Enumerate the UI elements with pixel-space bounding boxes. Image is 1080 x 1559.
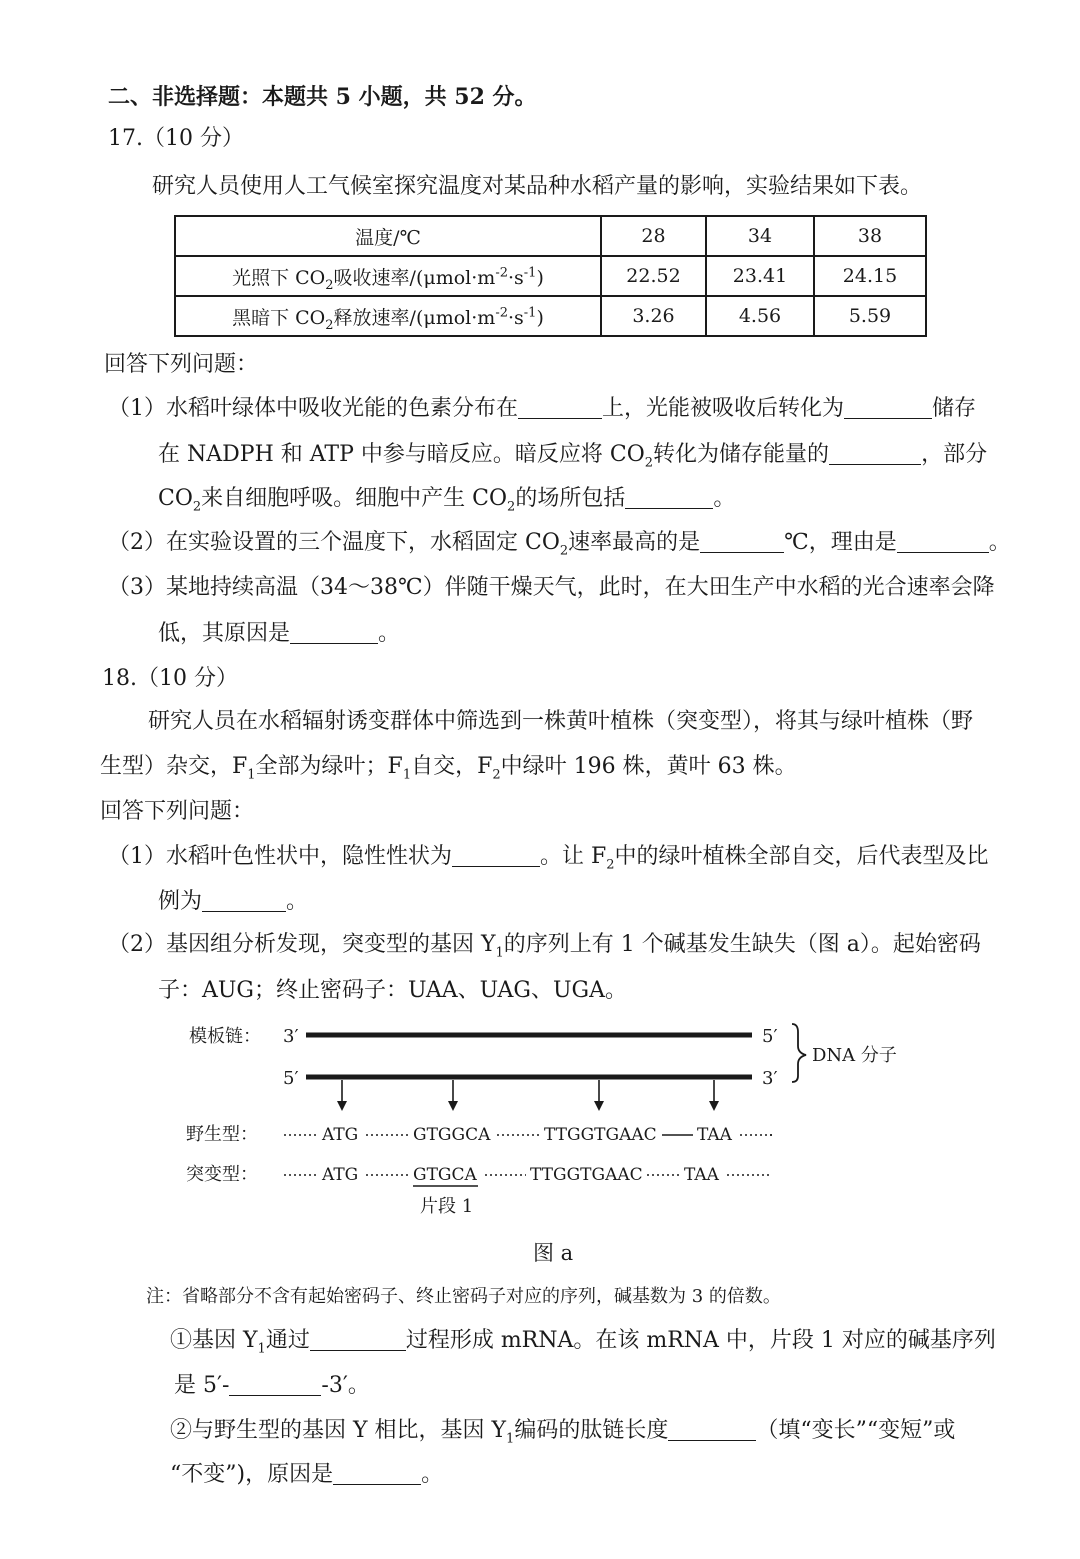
mutant-sequence-codon: TAA	[684, 1165, 719, 1185]
q18-intro-line1: 研究人员在水稻辐射诱变群体中筛选到一株黄叶植株（突变型），将其与绿叶植株（野	[148, 709, 974, 734]
q18-answer-prompt: 回答下列问题：	[100, 799, 255, 824]
answer-blank[interactable]	[333, 1462, 421, 1485]
q17-part3-line2: 低，其原因是 。	[158, 621, 401, 646]
table-cell: 24.15	[814, 256, 926, 296]
arrow-icon	[594, 1080, 604, 1111]
table-cell: 5.59	[814, 296, 926, 336]
strand-end-label: 3′	[762, 1068, 778, 1089]
q17-part1-line3: $CO_2$来自细胞呼吸。细胞中产生 $CO_2$的场所包括 。	[158, 486, 736, 515]
q18-intro-line2: 生型）杂交，$F_1$全部为绿叶；$F_1$自交，$F_2$中绿叶 196 株，黄叶 63 株。	[100, 754, 797, 783]
strand-end-label: 5′	[283, 1068, 299, 1089]
q17-intro: 研究人员使用人工气候室探究温度对某品种水稻产量的影响，实验结果如下表。	[152, 174, 923, 199]
table-row-label: 光照下 $CO_2$吸收速率$/(\mu mol\cdot m^{-2}\cdot s^{-1})$	[175, 256, 601, 296]
table-cell: 3.26	[601, 296, 706, 336]
answer-blank[interactable]	[310, 1328, 406, 1351]
template-strand-label: 模板链：	[189, 1026, 261, 1047]
q17-part1-line1: （1）水稻叶绿体中吸收光能的色素分布在 上，光能被吸收后转化为 储存	[108, 396, 977, 421]
mutant-sequence-codon: ATG	[322, 1165, 359, 1185]
arrow-icon	[709, 1080, 719, 1111]
wild-sequence-codon: TAA	[697, 1125, 732, 1145]
q18-part2-line2: 子：AUG；终止密码子：UAA、UAG、UGA。	[158, 978, 627, 1003]
table-header-cell: 34	[706, 216, 814, 256]
figure-note: 注：省略部分不含有起始密码子、终止密码子对应的序列，碱基数为 3 的倍数。	[146, 1286, 781, 1307]
figure-caption: 图 a	[533, 1241, 574, 1265]
dna-molecule-label: DNA 分子	[812, 1045, 897, 1066]
table-cell: 4.56	[706, 296, 814, 336]
q17-answer-prompt: 回答下列问题：	[104, 352, 259, 377]
q18-sub2-line1: ②与野生型的基因 Y 相比，基因 $Y_1$编码的肽链长度 （填“变长”“变短”或	[170, 1418, 956, 1447]
wild-sequence-segment: TTGGTGAAC	[544, 1125, 657, 1145]
q17-part2: （2）在实验设置的三个温度下，水稻固定 $CO_2$速率最高的是 ℃，理由是 。	[108, 530, 1011, 559]
fragment-label: 片段 1	[420, 1196, 474, 1217]
q18-part1-line1: （1）水稻叶色性状中，隐性性状为 。让 $F_2$中的绿叶植株全部自交，后代表型及比	[108, 844, 989, 873]
answer-blank[interactable]	[668, 1418, 756, 1441]
mutant-type-label: 突变型：	[186, 1164, 258, 1185]
q18-part1-line2: 例为 。	[158, 889, 309, 914]
table-header-cell: 温度/℃	[175, 216, 601, 256]
table-row-label: 黑暗下 $CO_2$释放速率$/(\mu mol\cdot m^{-2}\cdot s^{-1})$	[175, 296, 601, 336]
q18-sub1-line2: 是 5′- -3′。	[174, 1373, 370, 1398]
answer-blank[interactable]	[229, 1373, 321, 1396]
table-cell: 23.41	[706, 256, 814, 296]
q18-number: 18.（10 分）	[102, 666, 238, 691]
brace-icon	[792, 1024, 806, 1082]
table-header-cell: 28	[601, 216, 706, 256]
strand-end-label: 5′	[762, 1026, 778, 1047]
q18-sub2-line2: “不变”)，原因是 。	[170, 1462, 444, 1487]
arrow-icon	[337, 1080, 347, 1111]
q17-part3-line1: （3）某地持续高温（34～38℃）伴随干燥天气，此时，在大田生产中水稻的光合速率会降	[108, 575, 995, 600]
mutant-sequence-segment: TTGGTGAAC	[530, 1165, 643, 1185]
wild-sequence-codon: ATG	[322, 1125, 359, 1145]
wild-sequence-segment: GTGGCA	[413, 1125, 491, 1145]
section-title: 二、非选择题：本题共 5 小题，共 52 分。	[108, 84, 537, 110]
q17-number: 17.（10 分）	[108, 126, 244, 151]
q18-part2-line1: （2）基因组分析发现，突变型的基因 $Y_1$的序列上有 1 个碱基发生缺失（图 a）。起始密码	[108, 932, 981, 961]
strand-end-label: 3′	[283, 1026, 299, 1047]
q18-sub1-line1: ①基因 $Y_1$通过 过程形成 mRNA。在该 mRNA 中，片段 1 对应的碱基序列	[170, 1328, 996, 1357]
wild-type-label: 野生型：	[186, 1124, 258, 1145]
table-header-cell: 38	[814, 216, 926, 256]
q17-part1-line2: 在 NADPH 和 ATP 中参与暗反应。暗反应将 $CO_2$转化为储存能量的 ，部分	[158, 442, 988, 471]
arrow-icon	[448, 1080, 458, 1111]
mutant-sequence-fragment: GTGCA	[413, 1165, 477, 1185]
table-cell: 22.52	[601, 256, 706, 296]
